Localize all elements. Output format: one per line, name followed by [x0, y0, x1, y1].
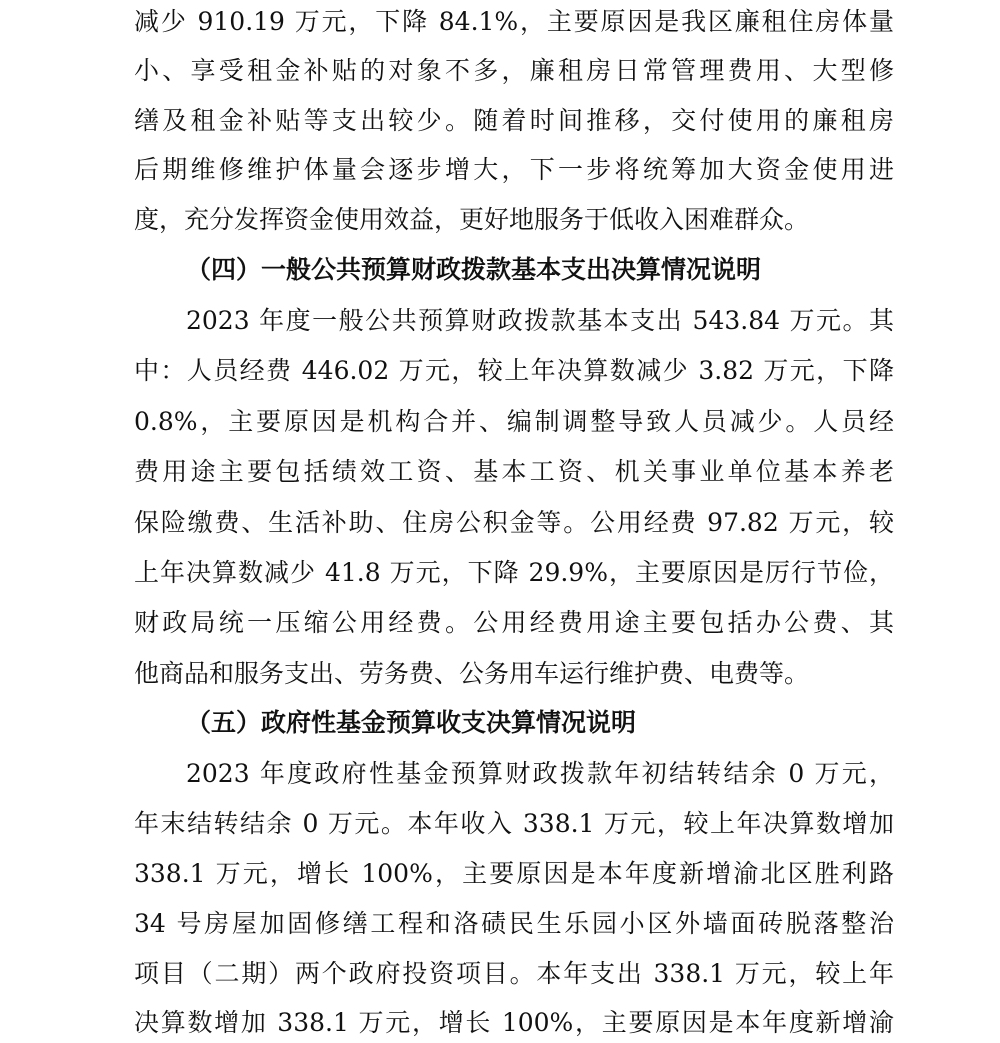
paragraph-line: 后期维修维护体量会逐步增大，下一步将统筹加大资金使用进	[134, 155, 894, 184]
paragraph-line: 中：人员经费 446.02 万元，较上年决算数减少 3.82 万元，下降	[134, 356, 894, 385]
paragraph-line: 他商品和服务支出、劳务费、公务用车运行维护费、电费等。	[134, 659, 810, 688]
section-heading: （四）一般公共预算财政拨款基本支出决算情况说明	[186, 255, 762, 284]
paragraph-line: 项目（二期）两个政府投资项目。本年支出 338.1 万元，较上年	[134, 959, 894, 988]
paragraph-line: 决算数增加 338.1 万元，增长 100%，主要原因是本年度新增渝	[134, 1008, 894, 1037]
paragraph-line: 小、享受租金补贴的对象不多，廉租房日常管理费用、大型修	[134, 56, 894, 85]
paragraph-line: 2023 年度政府性基金预算财政拨款年初结转结余 0 万元，	[186, 759, 894, 788]
section-heading: （五）政府性基金预算收支决算情况说明	[186, 708, 637, 737]
paragraph-line: 减少 910.19 万元，下降 84.1%，主要原因是我区廉租住房体量	[134, 7, 894, 36]
paragraph-line: 度，充分发挥资金使用效益，更好地服务于低收入困难群众。	[134, 205, 810, 234]
paragraph-line: 年末结转结余 0 万元。本年收入 338.1 万元，较上年决算数增加	[134, 809, 894, 838]
paragraph-line: 2023 年度一般公共预算财政拨款基本支出 543.84 万元。其	[186, 306, 894, 335]
paragraph-line: 0.8%，主要原因是机构合并、编制调整导致人员减少。人员经	[134, 407, 894, 436]
paragraph-line: 财政局统一压缩公用经费。公用经费用途主要包括办公费、其	[134, 608, 894, 637]
paragraph-line: 费用途主要包括绩效工资、基本工资、机关事业单位基本养老	[134, 457, 894, 486]
paragraph-line: 34 号房屋加固修缮工程和洛碛民生乐园小区外墙面砖脱落整治	[134, 909, 894, 938]
paragraph-line: 338.1 万元，增长 100%，主要原因是本年度新增渝北区胜利路	[134, 859, 894, 888]
paragraph-line: 缮及租金补贴等支出较少。随着时间推移，交付使用的廉租房	[134, 106, 894, 135]
paragraph-line: 保险缴费、生活补助、住房公积金等。公用经费 97.82 万元，较	[134, 508, 894, 537]
paragraph-line: 上年决算数减少 41.8 万元，下降 29.9%，主要原因是厉行节俭，	[134, 558, 894, 587]
